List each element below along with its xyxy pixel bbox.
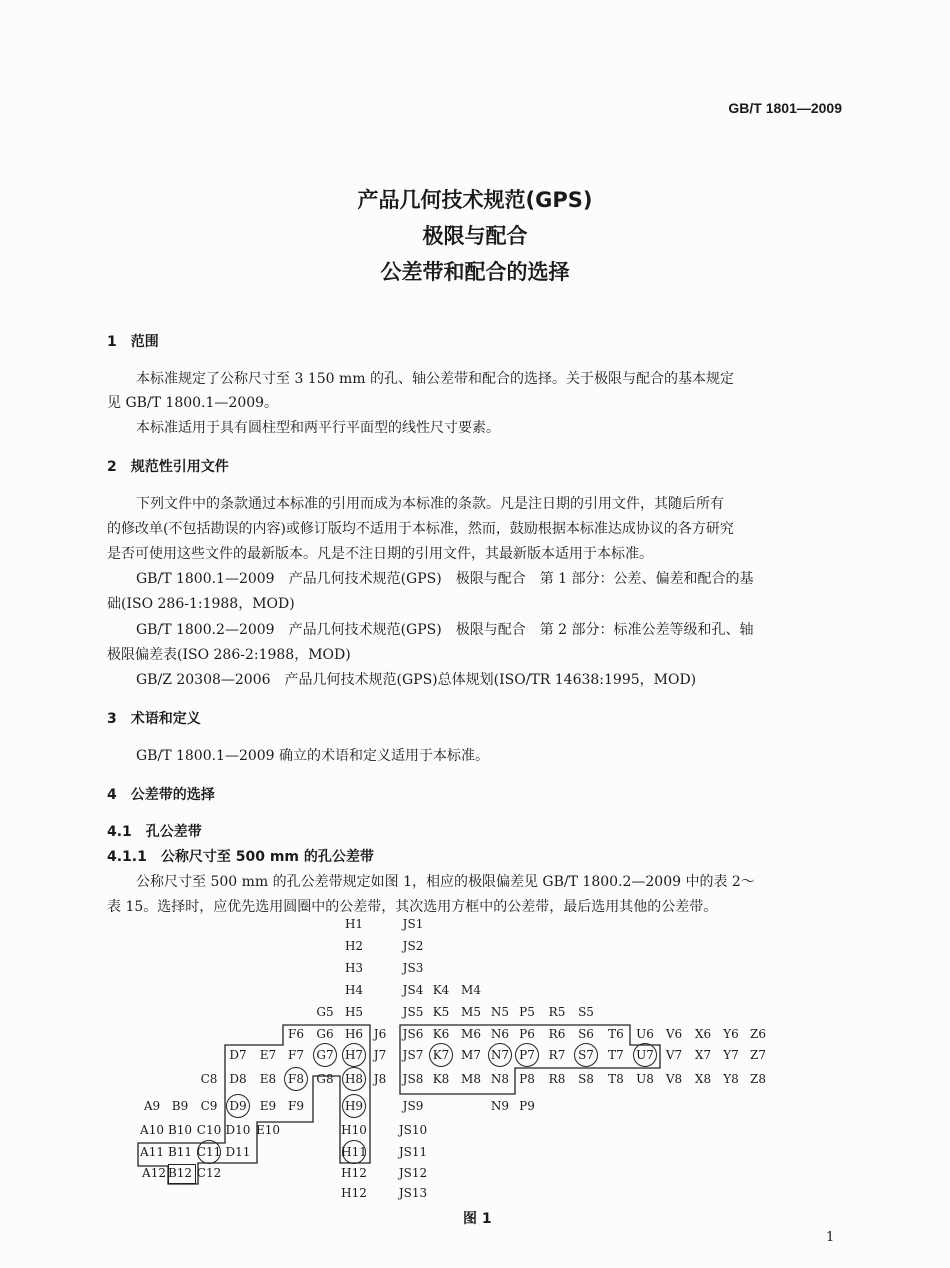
tolerance-zone-z8: Z8 <box>750 1072 766 1086</box>
tolerance-zone-js5: JS5 <box>402 1005 424 1019</box>
standard-code: GB/T 1801—2009 <box>728 100 842 116</box>
tolerance-zone-h8: H8 <box>344 1072 364 1086</box>
tolerance-zone-p6: P6 <box>519 1027 535 1041</box>
tolerance-zone-d8: D8 <box>229 1072 247 1086</box>
tolerance-zone-p9: P9 <box>519 1099 535 1113</box>
tolerance-zone-y6: Y6 <box>723 1027 739 1041</box>
tolerance-zone-m6: M6 <box>461 1027 481 1041</box>
tolerance-zone-u8: U8 <box>636 1072 654 1086</box>
preferred-circle-h8 <box>342 1067 366 1091</box>
tolerance-zone-y7: Y7 <box>723 1048 739 1062</box>
tolerance-zone-f9: F9 <box>288 1099 304 1113</box>
ref1-line1: GB/T 1800.1—2009 产品几何技术规范(GPS) 极限与配合 第 1 部分：公差、偏差和配合的基 <box>136 571 754 587</box>
tolerance-zone-h12: H12 <box>341 1166 367 1180</box>
tolerance-zone-k8: K8 <box>432 1072 450 1086</box>
tolerance-zone-js6: JS6 <box>402 1027 424 1041</box>
ref2-line1: GB/T 1800.2—2009 产品几何技术规范(GPS) 极限与配合 第 2 部分：标准公差等级和孔、轴 <box>136 622 754 638</box>
figure-caption: 图 1 <box>463 1211 492 1227</box>
tolerance-zone-h3: H3 <box>344 961 364 975</box>
tolerance-zone-s8: S8 <box>578 1072 594 1086</box>
tolerance-zone-h5: H5 <box>344 1005 364 1019</box>
tolerance-zone-t7: T7 <box>608 1048 624 1062</box>
tolerance-zone-b11: B11 <box>167 1145 193 1159</box>
tolerance-zone-b10: B10 <box>167 1123 193 1137</box>
preferred-circle-h7 <box>342 1043 366 1067</box>
tolerance-zone-s6: S6 <box>578 1027 594 1041</box>
tolerance-zone-c8: C8 <box>200 1072 218 1086</box>
tolerance-zone-z6: Z6 <box>750 1027 766 1041</box>
ref2-line2: 极限偏差表(ISO 286-2:1988，MOD) <box>107 647 351 663</box>
tolerance-zone-n7: N7 <box>490 1048 510 1062</box>
tolerance-zone-e7: E7 <box>259 1048 277 1062</box>
tolerance-zone-c11: C11 <box>196 1145 222 1159</box>
tolerance-zone-h6: H6 <box>344 1027 364 1041</box>
tolerance-zone-d11: D11 <box>225 1145 251 1159</box>
tolerance-zone-h2: H2 <box>344 939 364 953</box>
tolerance-zone-e10: E10 <box>255 1123 281 1137</box>
sec2-para1-line1: 下列文件中的条款通过本标准的引用而成为本标准的条款。凡是注日期的引用文件，其随后所有 <box>136 496 724 512</box>
tolerance-zone-d9: D9 <box>229 1099 247 1113</box>
preferred-circle-d9 <box>226 1094 250 1118</box>
sec1-para1-line1: 本标准规定了公称尺寸至 3 150 mm 的孔、轴公差带和配合的选择。关于极限与配合的基本规定 <box>136 371 734 387</box>
tolerance-zone-f8: F8 <box>288 1072 304 1086</box>
tolerance-zone-g6: G6 <box>316 1027 334 1041</box>
page-number: 1 <box>826 1230 835 1245</box>
tolerance-zone-x8: X8 <box>694 1072 712 1086</box>
section-2-heading: 2 规范性引用文件 <box>107 459 229 475</box>
doc-title-line2: 极限与配合 <box>422 224 528 248</box>
tolerance-zone-js11: JS11 <box>398 1145 428 1159</box>
tolerance-zone-js1: JS1 <box>402 917 424 931</box>
tolerance-zone-js4: JS4 <box>402 983 424 997</box>
tolerance-zone-z7: Z7 <box>750 1048 766 1062</box>
preferred-circle-k7 <box>429 1043 453 1067</box>
tolerance-zone-k4: K4 <box>432 983 450 997</box>
tolerance-zone-m5: M5 <box>461 1005 481 1019</box>
sec1-para1-line2: 见 GB/T 1800.1—2009。 <box>107 395 279 411</box>
tolerance-zone-g7: G7 <box>316 1048 334 1062</box>
tolerance-zone-a9: A9 <box>143 1099 161 1113</box>
ref1-line2: 础(ISO 286-1:1988，MOD) <box>107 596 295 612</box>
tolerance-zone-p8: P8 <box>519 1072 535 1086</box>
tolerance-zone-r6: R6 <box>548 1027 566 1041</box>
tolerance-zone-h10: H10 <box>341 1123 367 1137</box>
tolerance-zone-r5: R5 <box>548 1005 566 1019</box>
tolerance-zone-c9: C9 <box>200 1099 218 1113</box>
tolerance-zone-t6: T6 <box>608 1027 624 1041</box>
preferred-circle-g7 <box>313 1043 337 1067</box>
tolerance-zone-e9: E9 <box>259 1099 277 1113</box>
section-3-heading: 3 术语和定义 <box>107 711 201 727</box>
preferred-circle-h11 <box>342 1140 366 1164</box>
tolerance-zone-js10: JS10 <box>398 1123 428 1137</box>
tolerance-zone-s7: S7 <box>578 1048 594 1062</box>
tolerance-zone-n9: N9 <box>490 1099 510 1113</box>
tolerance-zone-h11: H11 <box>341 1145 367 1159</box>
tolerance-zone-b12: B12 <box>167 1166 193 1180</box>
doc-title-line1: 产品几何技术规范(GPS) <box>357 188 593 212</box>
tolerance-zone-h12: H12 <box>341 1186 367 1200</box>
tolerance-zone-a11: A11 <box>140 1145 164 1159</box>
tolerance-zone-f7: F7 <box>288 1048 304 1062</box>
tolerance-zone-m7: M7 <box>461 1048 481 1062</box>
preferred-circle-h9 <box>342 1094 366 1118</box>
tolerance-zone-h7: H7 <box>344 1048 364 1062</box>
preferred-circle-s7 <box>574 1043 598 1067</box>
tolerance-zone-j7: J7 <box>373 1048 387 1062</box>
tolerance-zone-m8: M8 <box>461 1072 481 1086</box>
tolerance-zone-js13: JS13 <box>398 1186 428 1200</box>
tolerance-zone-js8: JS8 <box>402 1072 424 1086</box>
preferred-circle-p7 <box>515 1043 539 1067</box>
sec3-para: GB/T 1800.1—2009 确立的术语和定义适用于本标准。 <box>136 748 490 764</box>
tolerance-zone-s5: S5 <box>578 1005 594 1019</box>
tolerance-zone-h4: H4 <box>344 983 364 997</box>
preferred-circle-u7 <box>633 1043 657 1067</box>
tolerance-zone-n5: N5 <box>490 1005 510 1019</box>
tolerance-zone-b9: B9 <box>171 1099 189 1113</box>
doc-title-line3: 公差带和配合的选择 <box>380 260 570 284</box>
ref3: GB/Z 20308—2006 产品几何技术规范(GPS)总体规划(ISO/TR 14638:1995，MOD) <box>136 672 697 688</box>
tolerance-zone-n8: N8 <box>490 1072 510 1086</box>
tolerance-zone-js3: JS3 <box>402 961 424 975</box>
section-4-heading: 4 公差带的选择 <box>107 787 215 803</box>
tolerance-zone-m4: M4 <box>461 983 481 997</box>
preferred-circle-f8 <box>284 1067 308 1091</box>
tolerance-zone-a10: A10 <box>140 1123 164 1137</box>
tolerance-zone-f6: F6 <box>288 1027 304 1041</box>
tolerance-zone-h9: H9 <box>344 1099 364 1113</box>
section-1-heading: 1 范围 <box>107 334 159 350</box>
tolerance-zone-v6: V6 <box>665 1027 683 1041</box>
tolerance-zone-t8: T8 <box>608 1072 624 1086</box>
tolerance-zone-k7: K7 <box>432 1048 450 1062</box>
tolerance-zone-u6: U6 <box>636 1027 654 1041</box>
tolerance-zone-j8: J8 <box>373 1072 387 1086</box>
tolerance-zone-a12: A12 <box>142 1166 166 1180</box>
tolerance-zone-y8: Y8 <box>723 1072 739 1086</box>
sec2-para1-line2: 的修改单(不包括勘误的内容)或修订版均不适用于本标准，然而，鼓励根据本标准达成协议的各方研究 <box>107 521 734 537</box>
sec4-para-line2: 表 15。选择时，应优先选用圆圈中的公差带，其次选用方框中的公差带，最后选用其他的公差带。 <box>107 899 718 915</box>
tolerance-zone-n6: N6 <box>490 1027 510 1041</box>
tolerance-zone-k5: K5 <box>432 1005 450 1019</box>
section-4-1-heading: 4.1 孔公差带 <box>107 824 202 840</box>
tolerance-zone-v7: V7 <box>665 1048 683 1062</box>
tolerance-zone-x6: X6 <box>694 1027 712 1041</box>
tolerance-zone-c12: C12 <box>196 1166 222 1180</box>
tolerance-zone-r7: R7 <box>548 1048 566 1062</box>
sec1-para2: 本标准适用于具有圆柱型和两平行平面型的线性尺寸要素。 <box>136 420 500 436</box>
tolerance-zone-js12: JS12 <box>398 1166 428 1180</box>
tolerance-zone-c10: C10 <box>196 1123 222 1137</box>
tolerance-zone-k6: K6 <box>432 1027 450 1041</box>
tolerance-zone-g8: G8 <box>316 1072 334 1086</box>
tolerance-zone-p5: P5 <box>519 1005 535 1019</box>
tolerance-zone-js9: JS9 <box>402 1099 424 1113</box>
tolerance-zone-g5: G5 <box>316 1005 334 1019</box>
tolerance-zone-d7: D7 <box>229 1048 247 1062</box>
tolerance-zone-js2: JS2 <box>402 939 424 953</box>
section-4-1-1-heading: 4.1.1 公称尺寸至 500 mm 的孔公差带 <box>107 849 374 865</box>
tolerance-zone-j6: J6 <box>373 1027 387 1041</box>
tolerance-zone-u7: U7 <box>636 1048 654 1062</box>
tolerance-zone-x7: X7 <box>694 1048 712 1062</box>
sec2-para1-line3: 是否可使用这些文件的最新版本。凡是不注日期的引用文件，其最新版本适用于本标准。 <box>107 546 653 562</box>
tolerance-zone-r8: R8 <box>548 1072 566 1086</box>
tolerance-zone-e8: E8 <box>259 1072 277 1086</box>
tolerance-zone-h1: H1 <box>344 917 364 931</box>
preferred-circle-c11 <box>197 1140 221 1164</box>
preferred-circle-n7 <box>488 1043 512 1067</box>
box-b12 <box>168 1164 196 1184</box>
sec4-para-line1: 公称尺寸至 500 mm 的孔公差带规定如图 1，相应的极限偏差见 GB/T 1800.2—2009 中的表 2～ <box>136 874 755 890</box>
tolerance-zone-v8: V8 <box>665 1072 683 1086</box>
tolerance-zone-d10: D10 <box>225 1123 251 1137</box>
tolerance-zone-js7: JS7 <box>402 1048 424 1062</box>
tolerance-zone-p7: P7 <box>519 1048 535 1062</box>
